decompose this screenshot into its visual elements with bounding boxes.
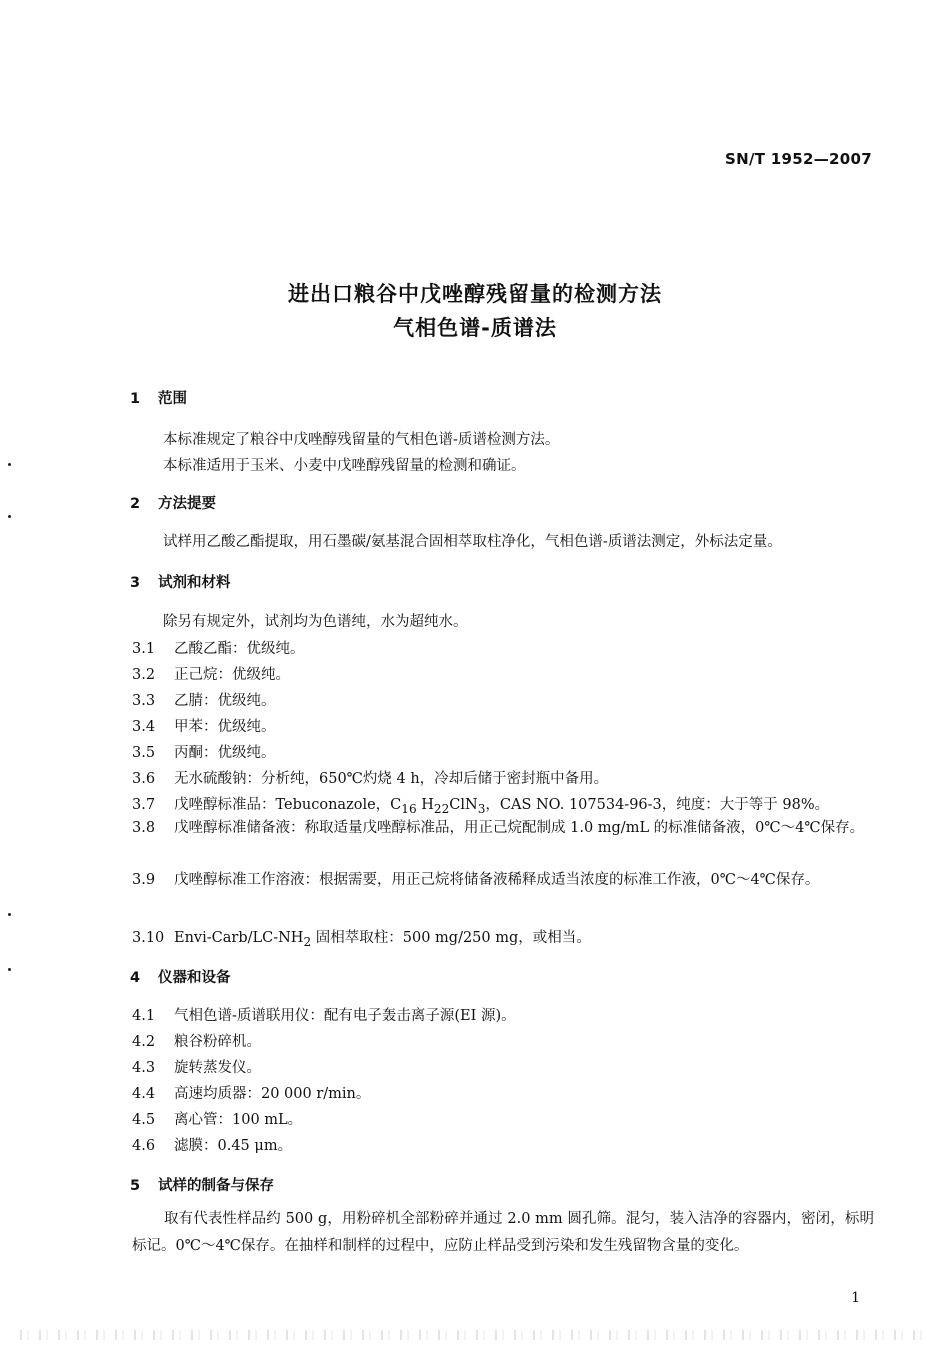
list-item: 3.1 乙酸乙酯：优级纯。 — [132, 641, 305, 657]
scan-speck — [8, 463, 11, 466]
list-item: 4.2 粮谷粉碎机。 — [132, 1034, 261, 1050]
list-item: 4.3 旋转蒸发仪。 — [132, 1060, 261, 1076]
list-item: 4.4 高速均质器：20 000 r/min。 — [132, 1086, 371, 1102]
scan-noise-strip — [20, 1330, 930, 1340]
list-item: 3.2 正己烷：优级纯。 — [132, 667, 290, 683]
section-heading-1: 1 范围 — [130, 391, 187, 407]
section-heading-5: 5 试样的制备与保存 — [130, 1178, 274, 1194]
scan-speck — [8, 515, 11, 518]
section-1-paragraph-2: 本标准适用于玉米、小麦中戊唑醇残留量的检测和确证。 — [163, 458, 526, 474]
list-item: 3.5 丙酮：优级纯。 — [132, 745, 276, 761]
list-item: 3.9 戊唑醇标准工作溶液：根据需要，用正己烷将储备液稀释成适当浓度的标准工作液，0℃～4℃保存。 — [132, 872, 820, 888]
document-subtitle: 气相色谱-质谱法 — [393, 316, 557, 340]
section-5-paragraph: 取有代表性样品约 500 g，用粉碎机全部粉碎并通过 2.0 mm 圆孔筛。混匀，装入洁净的容器内，密闭，标明标记。0℃～4℃保存。在抽样和制样的过程中，应防止样品受到污染和发生残留物含量的变化。 — [132, 1211, 874, 1254]
section-1-paragraph-1: 本标准规定了粮谷中戊唑醇残留量的气相色谱-质谱检测方法。 — [163, 432, 560, 448]
list-item: 4.6 滤膜：0.45 μm。 — [132, 1138, 293, 1154]
list-item: 3.7 戊唑醇标准品：Tebuconazole，$C_{16}$ $H_{22}ClN_3$，CAS NO. 107534-96-3，纯度：大于等于 98%。 — [132, 797, 830, 816]
list-item: 3.4 甲苯：优级纯。 — [132, 719, 276, 735]
list-item: 4.5 离心管：100 mL。 — [132, 1112, 303, 1128]
section-3-intro: 除另有规定外，试剂均为色谱纯，水为超纯水。 — [163, 614, 468, 630]
section-2-paragraph: 试样用乙酸乙酯提取，用石墨碳/氨基混合固相萃取柱净化，气相色谱-质谱法测定，外标法定量。 — [163, 534, 782, 550]
document-code: SN/T 1952—2007 — [725, 150, 872, 168]
list-item: 3.10 Envi-$Carb/LC-NH_2$ 固相萃取柱：500 mg/250 mg，或相当。 — [132, 930, 591, 949]
scan-speck — [8, 968, 11, 971]
page-number: 1 — [851, 1290, 860, 1306]
list-item: 4.1 气相色谱-质谱联用仪：配有电子轰击离子源(EI 源)。 — [132, 1008, 516, 1024]
document-title: 进出口粮谷中戊唑醇残留量的检测方法 — [288, 282, 662, 306]
section-heading-2: 2 方法提要 — [130, 496, 216, 512]
section-heading-4: 4 仪器和设备 — [130, 970, 231, 986]
list-item: 3.8 戊唑醇标准储备液：称取适量戊唑醇标准品，用正己烷配制成 1.0 mg/mL 的标准储备液，0℃～4℃保存。 — [132, 820, 865, 836]
scan-speck — [8, 913, 11, 916]
section-heading-3: 3 试剂和材料 — [130, 575, 231, 591]
list-item: 3.6 无水硫酸钠：分析纯，650℃灼烧 4 h，冷却后储于密封瓶中备用。 — [132, 771, 609, 787]
list-item: 3.3 乙腈：优级纯。 — [132, 693, 276, 709]
